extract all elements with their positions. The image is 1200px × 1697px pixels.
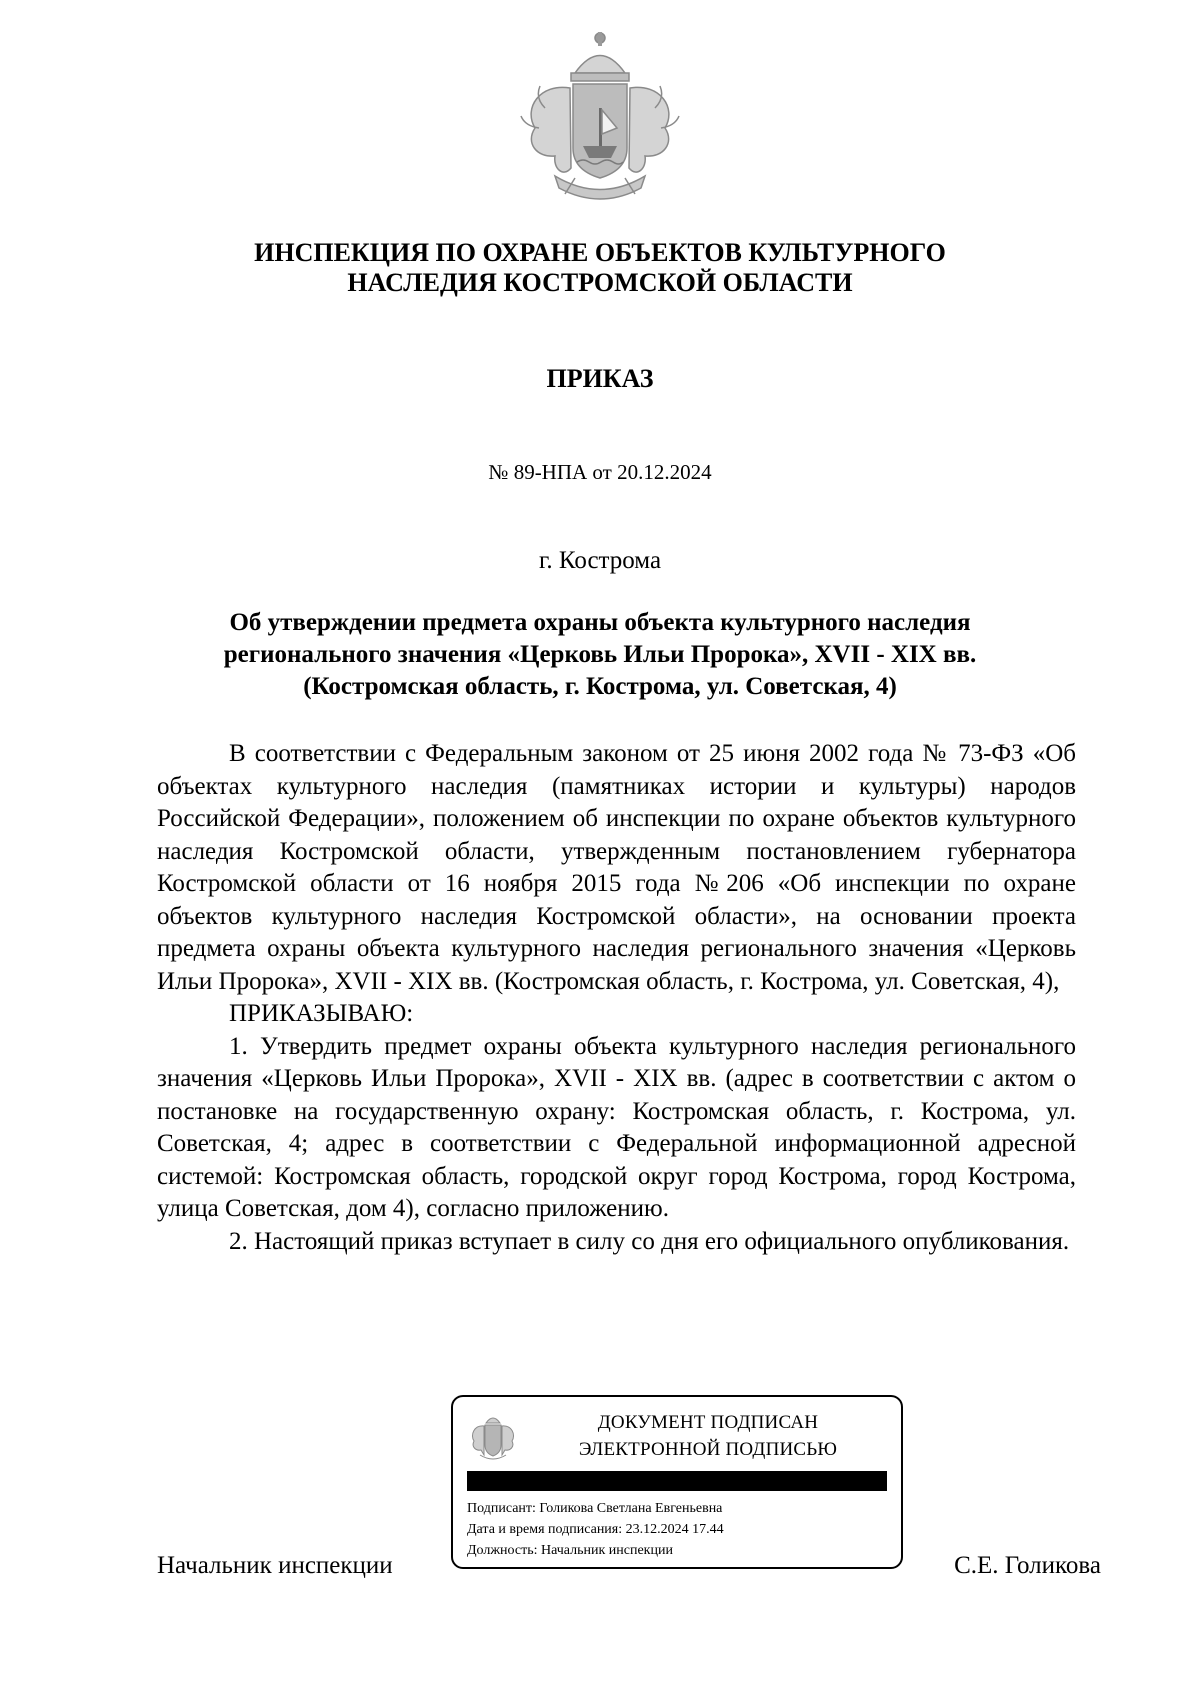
signatory-name: С.Е. Голикова: [954, 1552, 1101, 1579]
coat-of-arms-icon: [515, 28, 685, 208]
organization-name-line-2: НАСЛЕДИЯ КОСТРОМСКОЙ ОБЛАСТИ: [347, 268, 853, 297]
document-city: г. Кострома: [538, 547, 662, 574]
order-word: ПРИКАЗЫВАЮ:: [229, 1000, 414, 1027]
organization-name-line-1: ИНСПЕКЦИЯ ПО ОХРАНЕ ОБЪЕКТОВ КУЛЬТУРНОГО: [254, 238, 946, 267]
document-type: ПРИКАЗ: [546, 364, 654, 393]
electronic-signature-stamp: [451, 1395, 903, 1569]
document-number-date: № 89-НПА от 20.12.2024: [488, 460, 712, 484]
stamp-redacted-bar: [467, 1471, 887, 1491]
stamp-title-line-1: ДОКУМЕНТ ПОДПИСАН: [597, 1412, 819, 1433]
subject-line-1: Об утверждении предмета охраны объекта культурного наследия: [229, 609, 971, 636]
stamp-signer: Подписант: Голикова Светлана Евгеньевна: [467, 1501, 723, 1516]
stamp-title-line-2: ЭЛЕКТРОННОЙ ПОДПИСЬЮ: [578, 1439, 838, 1460]
stamp-datetime: Дата и время подписания: 23.12.2024 17.44: [467, 1522, 724, 1537]
stamp-title: [523, 1409, 893, 1463]
stamp-coat-of-arms-icon: [468, 1411, 518, 1465]
item-1-paragraph: 1. Утвердить предмет охраны объекта культурного наследия регионального значения «Церковь Ильи Пророка», XVII - XIX вв. (адрес в соответствии с актом о постановке на государственную охрану: Костромская область, г. Кострома, ул. Советская, 4; адрес в соответствии с Федеральной информационной адресной системой: Костромская область, городской округ город Кострома, город Кострома, улица Советская, дом 4), согласно приложению.: [157, 1032, 1076, 1222]
organization-name: [140, 238, 1060, 298]
subject-line-3: (Костромская область, г. Кострома, ул. Советская, 4): [303, 673, 897, 700]
signatory-title: Начальник инспекции: [157, 1552, 393, 1579]
preamble-paragraph: В соответствии с Федеральным законом от 25 июня 2002 года № 73-ФЗ «Об объектах культурного наследия (памятниках истории и культуры) народов Российской Федерации», положением об инспекции по охране объектов культурного наследия Костромской области, утвержденным постановлением губернатора Костромской области от 16 ноября 2015 года №206 «Об инспекции по охране объектов культурного наследия Костромской области», на основании проекта предмета охраны объекта культурного наследия регионального значения «Церковь Ильи Пророка», XVII - XIX вв. (Костромская область, г. Кострома, ул. Советская, 4),: [157, 740, 1076, 995]
document-subject: [140, 607, 1060, 703]
stamp-details: [467, 1498, 891, 1561]
document-body: [157, 738, 1076, 1258]
stamp-position: Должность: Начальник инспекции: [467, 1543, 673, 1558]
item-2-paragraph: 2. Настоящий приказ вступает в силу со дня его официального опубликования.: [229, 1227, 1070, 1255]
subject-line-2: регионального значения «Церковь Ильи Пророка», XVII - XIX вв.: [223, 641, 977, 668]
